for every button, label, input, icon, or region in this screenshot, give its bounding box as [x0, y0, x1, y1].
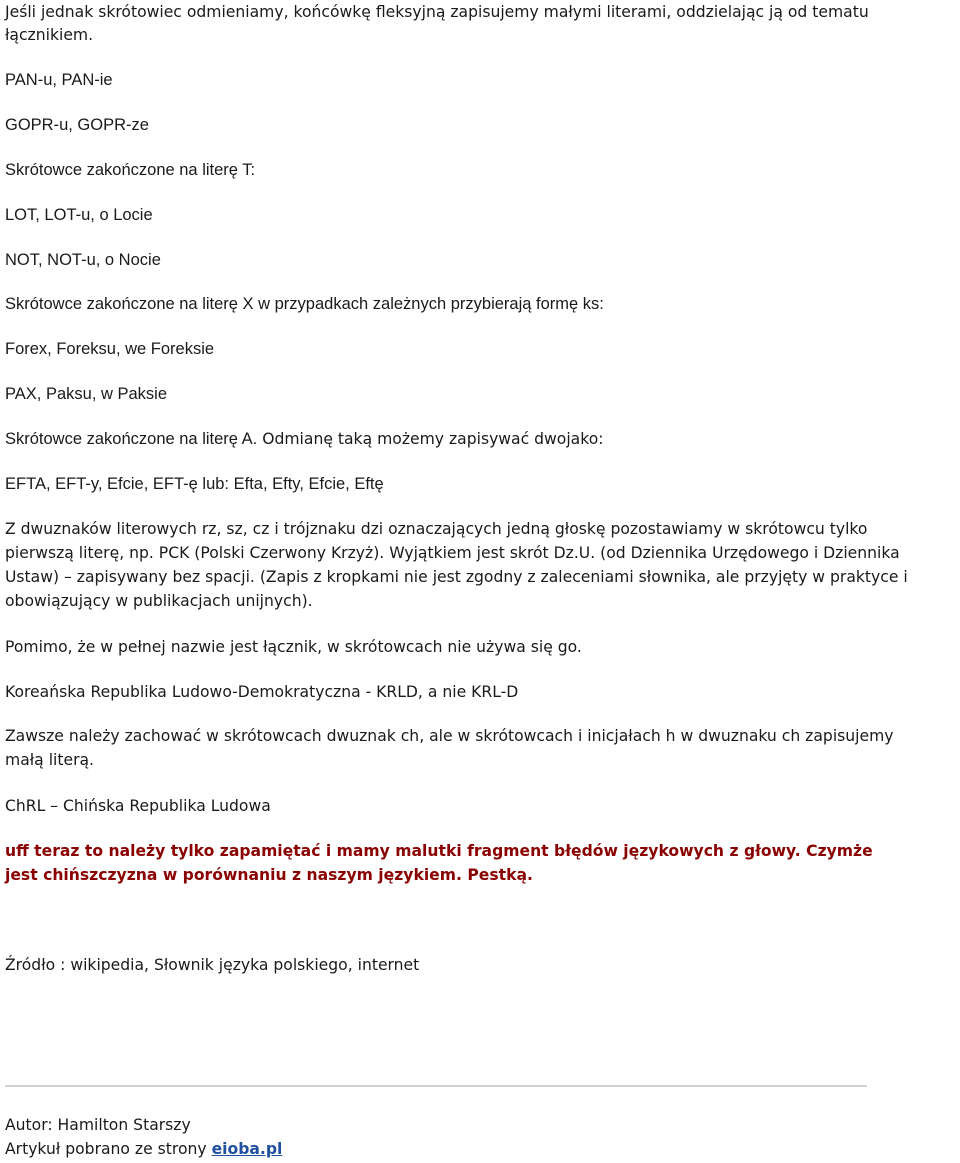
rule-letter-x: Skrótowce zakończone na literę X w przypadkach zależnych przybierają formę ks:	[5, 295, 604, 313]
paragraph-digraphs-line2: pierwszą literę, np. PCK (Polski Czerwony Krzyż). Wyjątkiem jest skrót Dz.U. (od Dziennika Urzędowego i Dziennika	[5, 544, 900, 562]
example-lot: LOT, LOT-u, o Locie	[5, 206, 153, 224]
outro-emphasis-line2: jest chińszczyzna w porównaniu z naszym językiem. Pestką.	[5, 866, 533, 884]
downloaded-from-line	[5, 1137, 282, 1161]
paragraph-ch-rule-line2: małą literą.	[5, 751, 94, 769]
example-forex: Forex, Foreksu, we Foreksie	[5, 340, 215, 358]
source-note: Źródło : wikipedia, Słownik języka polskiego, internet	[5, 956, 420, 974]
rule-letter-t: Skrótowce zakończone na literę T:	[5, 161, 256, 179]
example-pax: PAX, Paksu, w Paksie	[5, 385, 168, 403]
example-pan: PAN-u, PAN-ie	[5, 71, 113, 89]
example-chrl: ChRL – Chińska Republika Ludowa	[5, 797, 271, 815]
example-not: NOT, NOT-u, o Nocie	[5, 251, 161, 269]
example-efta: EFTA, EFT-y, Efcie, EFT-ę lub: Efta, Efty, Efcie, Eftę	[5, 475, 384, 493]
example-gopr: GOPR-u, GOPR-ze	[5, 116, 149, 134]
paragraph-hyphen-rule: Pomimo, że w pełnej nazwie jest łącznik, w skrótowcach nie używa się go.	[5, 638, 582, 656]
outro-emphasis-line1: uff teraz to należy tylko zapamiętać i mamy malutki fragment błędów językowych z głowy. Czymże	[5, 842, 873, 860]
paragraph-digraphs-line3: Ustaw) – zapisywany bez spacji. (Zapis z kropkami nie jest zgodny z zaleceniami słownika, ale przyjęty w praktyce i	[5, 568, 908, 586]
downloaded-prefix: Artykuł pobrano ze strony	[5, 1140, 212, 1158]
paragraph-digraphs-line1: Z dwuznaków literowych rz, sz, cz i trójznaku dzi oznaczających jedną głoskę pozostawiamy w skrótowcu tylko	[5, 520, 868, 538]
paragraph-digraphs-line4: obowiązujący w publikacjach unijnych).	[5, 592, 313, 610]
paragraph-ch-rule-line1: Zawsze należy zachować w skrótowcach dwuznak ch, ale w skrótowcach i inicjałach h w dwuznaku ch zapisujemy	[5, 727, 894, 745]
author-line: Autor: Hamilton Starszy	[5, 1116, 191, 1134]
paragraph-inflection-line1: Jeśli jednak skrótowiec odmieniamy, końcówkę fleksyjną zapisujemy małymi literami, oddzielając ją od tematu	[5, 3, 869, 21]
example-krld: Koreańska Republika Ludowo-Demokratyczna - KRLD, a nie KRL-D	[5, 683, 519, 701]
rule-letter-a	[5, 427, 604, 451]
footer-divider	[5, 1085, 867, 1087]
rule-letter-a-part2: Odmianę taką możemy zapisywać dwojako:	[257, 430, 604, 448]
rule-letter-a-part1: Skrótowce zakończone na literę A.	[5, 430, 258, 448]
paragraph-inflection-line2: łącznikiem.	[5, 26, 94, 44]
site-link[interactable]: eioba.pl	[211, 1140, 283, 1158]
